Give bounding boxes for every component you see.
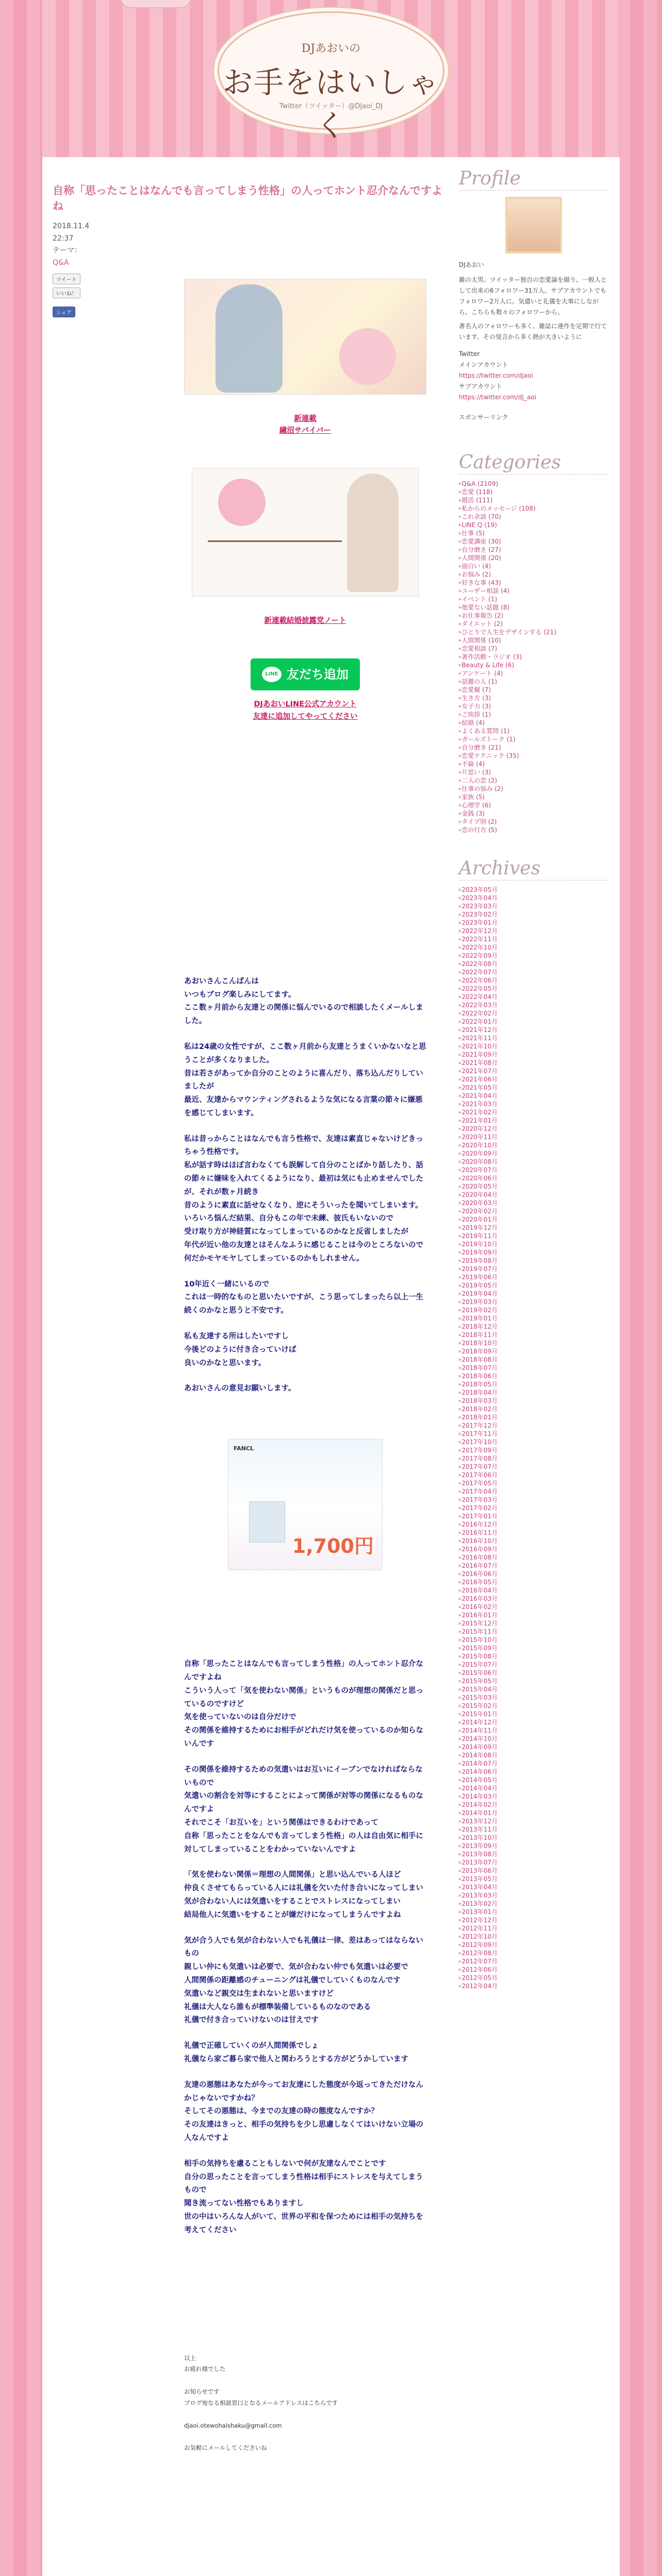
archive-item[interactable]: ▶ 2012年06月	[459, 1965, 608, 1974]
category-item[interactable]: ▶ ご挨拶 (1)	[459, 710, 608, 719]
archive-item[interactable]: ▶ 2018年11月	[459, 1331, 608, 1339]
category-item[interactable]: ▶ 恋愛 (118)	[459, 488, 608, 496]
archive-item[interactable]: ▶ 2022年07月	[459, 968, 608, 976]
archive-item[interactable]: ▶ 2016年11月	[459, 1529, 608, 1537]
category-item[interactable]: ▶ 恋の行方 (5)	[459, 826, 608, 834]
profile-heading: Profile	[459, 168, 608, 191]
archive-item[interactable]: ▶ 2016年08月	[459, 1553, 608, 1562]
category-item[interactable]: ▶ 私からのメッセージ (108)	[459, 504, 608, 513]
category-item[interactable]: ▶ 金銭 (3)	[459, 809, 608, 818]
profile-bio: 雑の太男。ツイッター独自の恋愛論を綴り、一般人として出来の6フォロワー31万人。サブアカウントでもフォロワー2万人に。気遣いと礼儀を大事にしながら、こちらも数々のフォロワーから。	[459, 276, 607, 316]
post-body	[184, 279, 426, 2454]
archive-item[interactable]: ▶ 2013年09月	[459, 1842, 608, 1850]
archive-item[interactable]: ▶ 2016年10月	[459, 1537, 608, 1545]
category-item[interactable]: ▶ お仕事報告 (2)	[459, 612, 608, 620]
archive-item[interactable]: ▶ 2022年05月	[459, 985, 608, 993]
archive-item[interactable]: ▶ 2015年04月	[459, 1685, 608, 1693]
sidebar	[459, 160, 608, 1990]
archive-item[interactable]: ▶ 2022年03月	[459, 1001, 608, 1009]
category-item[interactable]: ▶ 生き方 (3)	[459, 694, 608, 702]
like-button[interactable]: いいね！	[53, 287, 80, 298]
archive-item[interactable]: ▶ 2022年02月	[459, 1009, 608, 1018]
ribbon-decoration	[120, 0, 192, 8]
tweet-button[interactable]: ツイート	[53, 274, 80, 284]
answer-paragraph-4: 気が合う人でも気が合わない人でも礼儀は一律、差はあってはならないもの 親しい仲にも気遣いは必要で、気が合わない仲でも気遣いは必要で 人間関係の距離感のチューニングは礼儀でしていくものなんです 気遣いなど親交は生まれないと思いますけど 礼儀は大人なら誰もが標準装備しているものなのである 礼儀で付き合っていけないのは甘えです	[184, 1936, 423, 2025]
archive-item[interactable]: ▶ 2013年02月	[459, 1900, 608, 1908]
category-item[interactable]: ▶ 自分磨き (21)	[459, 743, 608, 752]
archive-item[interactable]: ▶ 2015年10月	[459, 1636, 608, 1644]
category-item[interactable]: ▶ 女子力 (3)	[459, 702, 608, 710]
line-add-friend-button[interactable]	[251, 658, 360, 691]
theme-label: テーマ：	[53, 246, 81, 255]
archive-item[interactable]: ▶ 2023年02月	[459, 910, 608, 919]
archive-item[interactable]: ▶ 2012年09月	[459, 1941, 608, 1949]
category-item[interactable]: ▶ タイプ別 (2)	[459, 818, 608, 826]
archive-item[interactable]: ▶ 2014年04月	[459, 1784, 608, 1792]
archive-item[interactable]: ▶ 2014年12月	[459, 1718, 608, 1726]
categories-heading: Categories	[459, 452, 608, 474]
archive-item[interactable]: ▶ 2017年11月	[459, 1430, 608, 1438]
archive-item[interactable]: ▶ 2012年12月	[459, 1916, 608, 1924]
category-item[interactable]: ▶ イベント (1)	[459, 595, 608, 603]
archive-item[interactable]: ▶ 2013年04月	[459, 1883, 608, 1891]
archive-item[interactable]: ▶ 2017年08月	[459, 1454, 608, 1463]
post-title[interactable]: 自称「思ったことはなんでも言ってしまう性格」の人ってホント忍介なんですよね	[53, 184, 442, 213]
archive-item[interactable]: ▶ 2013年08月	[459, 1850, 608, 1858]
archive-item[interactable]: ▶ 2013年10月	[459, 1834, 608, 1842]
archive-item[interactable]: ▶ 2015年07月	[459, 1660, 608, 1669]
answer-paragraph-7: 相手の気持ちを慮ることもしないで何が友達なんでことです 自分の思ったことを言ってしまう性格は相手にストレスを与えてしまうもので 聞き流ってない性格でもありますし 世の中はいろんな人がいて、世界の平和を保つためには相手の気持ちを考えてください	[184, 2159, 423, 2234]
series-title-link[interactable]: 繊沼サバイバー	[279, 427, 332, 435]
archive-item[interactable]: ▶ 2018年12月	[459, 1323, 608, 1331]
archive-item[interactable]: ▶ 2014年11月	[459, 1726, 608, 1735]
archive-item[interactable]: ▶ 2022年09月	[459, 952, 608, 960]
archive-item[interactable]: ▶ 2017年07月	[459, 1463, 608, 1471]
archive-item[interactable]: ▶ 2018年07月	[459, 1364, 608, 1372]
archive-item[interactable]: ▶ 2013年12月	[459, 1817, 608, 1825]
post-meta	[53, 221, 450, 269]
archive-item[interactable]: ▶ 2015年08月	[459, 1652, 608, 1660]
category-item[interactable]: ▶ 恋愛テクニック (35)	[459, 752, 608, 760]
archive-item[interactable]: ▶ 2019年06月	[459, 1273, 608, 1281]
line-button-label: 友だち追加	[287, 667, 349, 682]
archive-item[interactable]: ▶ 2014年02月	[459, 1801, 608, 1809]
archive-item[interactable]: ▶ 2012年04月	[459, 1982, 608, 1990]
archive-item[interactable]: ▶ 2017年04月	[459, 1487, 608, 1496]
archive-item[interactable]: ▶ 2020年07月	[459, 1166, 608, 1174]
archive-item[interactable]: ▶ 2015年05月	[459, 1677, 608, 1685]
fancl-ad[interactable]	[228, 1439, 383, 1570]
category-item[interactable]: ▶ 恋愛観 (7)	[459, 686, 608, 694]
page	[42, 0, 620, 2576]
category-item[interactable]: ▶ 仕事の悩み (2)	[459, 785, 608, 793]
archive-item[interactable]: ▶ 2020年09月	[459, 1149, 608, 1158]
figure-shape	[216, 284, 283, 393]
category-item[interactable]: ▶ 婚活 (111)	[459, 496, 608, 504]
archive-item[interactable]: ▶ 2022年01月	[459, 1018, 608, 1026]
archive-item[interactable]: ▶ 2018年03月	[459, 1397, 608, 1405]
category-item[interactable]: ▶ 結婚 (4)	[459, 719, 608, 727]
archive-item[interactable]: ▶ 2012年08月	[459, 1949, 608, 1957]
category-item[interactable]: ▶ 家族 (5)	[459, 793, 608, 801]
archive-item[interactable]: ▶ 2018年02月	[459, 1405, 608, 1413]
archive-item[interactable]: ▶ 2021年12月	[459, 1026, 608, 1034]
archive-item[interactable]: ▶ 2019年10月	[459, 1240, 608, 1248]
product-box	[249, 1501, 285, 1543]
illustration-girl-1	[184, 279, 426, 395]
category-list	[459, 480, 608, 834]
category-item[interactable]: ▶ 著作活動・ラジオ (3)	[459, 653, 608, 661]
post-time: 22:37	[53, 234, 74, 243]
new-series-link[interactable]: 新連載	[294, 415, 317, 423]
archive-item[interactable]: ▶ 2020年03月	[459, 1199, 608, 1207]
archive-item[interactable]: ▶ 2020年12月	[459, 1125, 608, 1133]
archive-item[interactable]: ▶ 2021年10月	[459, 1042, 608, 1050]
archive-item[interactable]: ▶ 2023年05月	[459, 886, 608, 894]
archive-item[interactable]: ▶ 2022年12月	[459, 927, 608, 935]
archive-item[interactable]: ▶ 2019年12月	[459, 1224, 608, 1232]
archive-item[interactable]: ▶ 2021年09月	[459, 1050, 608, 1059]
category-item[interactable]: ▶ 片思い (3)	[459, 768, 608, 776]
archive-item[interactable]: ▶ 2012年11月	[459, 1924, 608, 1933]
archive-item[interactable]: ▶ 2013年01月	[459, 1908, 608, 1916]
category-item[interactable]: ▶ 恋愛講座 (30)	[459, 537, 608, 546]
archive-item[interactable]: ▶ 2019年09月	[459, 1248, 608, 1257]
line-caption-2[interactable]: 友達に追加してやってください	[253, 712, 358, 721]
archive-item[interactable]: ▶ 2016年04月	[459, 1586, 608, 1595]
archive-item[interactable]: ▶ 2018年09月	[459, 1347, 608, 1355]
archive-item[interactable]: ▶ 2023年04月	[459, 894, 608, 902]
category-item[interactable]: ▶ 仕事 (5)	[459, 529, 608, 537]
archive-item[interactable]: ▶ 2019年03月	[459, 1298, 608, 1306]
category-item[interactable]: ▶ 好きな事 (43)	[459, 579, 608, 587]
archive-item[interactable]: ▶ 2018年04月	[459, 1388, 608, 1397]
category-item[interactable]: ▶ 心理学 (6)	[459, 801, 608, 809]
archive-item[interactable]: ▶ 2017年02月	[459, 1504, 608, 1512]
archives-heading: Archives	[459, 858, 608, 880]
archive-item[interactable]: ▶ 2016年02月	[459, 1603, 608, 1611]
category-item[interactable]: ▶ ダイエット (2)	[459, 620, 608, 628]
archive-item[interactable]: ▶ 2015年06月	[459, 1669, 608, 1677]
archive-item[interactable]: ▶ 2020年06月	[459, 1174, 608, 1182]
category-item[interactable]: ▶ 不倫 (4)	[459, 760, 608, 768]
archive-item[interactable]: ▶ 2017年01月	[459, 1512, 608, 1520]
bride-figure	[347, 473, 399, 592]
category-item[interactable]: ▶ ひとりで人生をデザインする (21)	[459, 628, 608, 636]
blog-subtitle: DJあおいの	[301, 42, 361, 55]
line-icon: LINE	[262, 667, 282, 682]
archive-item[interactable]: ▶ 2020年02月	[459, 1207, 608, 1215]
archive-item[interactable]: ▶ 2019年11月	[459, 1232, 608, 1240]
archive-item[interactable]: ▶ 2015年09月	[459, 1644, 608, 1652]
archive-item[interactable]: ▶ 2022年10月	[459, 943, 608, 952]
answer-paragraph-3: 「気を使わない関係＝理想の人間関係」と思い込んでいる人ほど 仲良くさせてもらっている人には礼儀を欠いた付き合いになってしまい 気が合わない人には気遣いをすることでストレスになってしまい 結局他人に気遣いをすることが嫌だけになってしまうんですよね	[184, 1871, 423, 1919]
archive-item[interactable]: ▶ 2015年03月	[459, 1693, 608, 1702]
letter-paragraph-2: 私は24歳の女性ですが、ここ数ヶ月前から友達とうまくいかないなと思うことが多くなりました。 昔は若さがあってか自分のことのように喜んだり、落ち込んだりしていましたが 最近、友達からマウンティングされるような気になる言葉の節々に嫌悪を感じてしまいます。	[184, 1042, 426, 1117]
archive-item[interactable]: ▶ 2022年04月	[459, 993, 608, 1001]
archive-item[interactable]: ▶ 2014年06月	[459, 1768, 608, 1776]
archive-item[interactable]: ▶ 2021年11月	[459, 1034, 608, 1042]
archive-item[interactable]: ▶ 2018年05月	[459, 1380, 608, 1388]
archive-item[interactable]: ▶ 2013年03月	[459, 1891, 608, 1900]
sponsor-label: スポンサーリンク	[459, 414, 508, 421]
archive-item[interactable]: ▶ 2021年05月	[459, 1083, 608, 1092]
archive-item[interactable]: ▶ 2021年02月	[459, 1108, 608, 1116]
answer-paragraph-1: 自称「思ったことはなんでも言ってしまう性格」の人ってホント忍介なんですよね こういう人って「気を使わない関係」というものが理想の関係だと思っているのですけど 気を使っていないのは自分だけで その関係を維持するためにお相手がどれだけ気を使っているのか知らないんです	[184, 1660, 423, 1749]
letter-paragraph-1: あおいさんこんばんは いつもブログ楽しみにしてます。 ここ数ヶ月前から友達との関係に悩んでいるので相談したくメールしました。	[184, 977, 423, 1026]
archive-item[interactable]: ▶ 2020年10月	[459, 1141, 608, 1149]
archive-item[interactable]: ▶ 2013年06月	[459, 1867, 608, 1875]
circle-icon	[339, 328, 396, 385]
archive-item[interactable]: ▶ 2013年11月	[459, 1825, 608, 1834]
archive-item[interactable]: ▶ 2020年01月	[459, 1215, 608, 1224]
twitter-handle: Twitter（ツイッター）@DJaoi_DJ	[279, 103, 383, 110]
archive-item[interactable]: ▶ 2016年06月	[459, 1570, 608, 1578]
archive-item[interactable]: ▶ 2018年06月	[459, 1372, 608, 1380]
archive-item[interactable]: ▶ 2014年05月	[459, 1776, 608, 1784]
archive-item[interactable]: ▶ 2012年07月	[459, 1957, 608, 1965]
archive-item[interactable]: ▶ 2017年05月	[459, 1479, 608, 1487]
category-item[interactable]: ▶ 恋愛相談 (7)	[459, 645, 608, 653]
archive-item[interactable]: ▶ 2014年07月	[459, 1759, 608, 1768]
archive-item[interactable]: ▶ 2021年04月	[459, 1092, 608, 1100]
archive-item[interactable]: ▶ 2019年01月	[459, 1314, 608, 1323]
category-item[interactable]: ▶ 人間関係 (10)	[459, 636, 608, 645]
archive-item[interactable]: ▶ 2023年01月	[459, 919, 608, 927]
category-item[interactable]: ▶ 人間関係 (20)	[459, 554, 608, 562]
post-footer-notes: 以上 お疲れ様でした お知らせです ブログ宛なる相談窓口となるメールアドレスはこちらです djaoi.otewohaishaku@gmail.com お気軽にメールしてくださいね	[184, 2353, 426, 2454]
archive-item[interactable]: ▶ 2019年02月	[459, 1306, 608, 1314]
archive-item[interactable]: ▶ 2021年03月	[459, 1100, 608, 1108]
category-item[interactable]: ▶ 話題の人 (1)	[459, 677, 608, 686]
archive-item[interactable]: ▶ 2013年07月	[459, 1858, 608, 1867]
archive-item[interactable]: ▶ 2014年10月	[459, 1735, 608, 1743]
archive-item[interactable]: ▶ 2019年04月	[459, 1290, 608, 1298]
archive-item[interactable]: ▶ 2013年05月	[459, 1875, 608, 1883]
letter-paragraph-5: 私も友達する所はしたいですし 今後どのように付き合っていけば 良いのかなと思います。	[184, 1332, 296, 1367]
category-item[interactable]: ▶ これ余談 (70)	[459, 513, 608, 521]
category-item[interactable]: ▶ Q&A (2109)	[459, 480, 608, 488]
archive-item[interactable]: ▶ 2021年08月	[459, 1059, 608, 1067]
profile-name: DJあおい	[459, 261, 484, 268]
letter-paragraph-6: あおいさんの意見お願いします。	[184, 1384, 296, 1393]
archive-item[interactable]: ▶ 2019年05月	[459, 1281, 608, 1290]
archive-item[interactable]: ▶ 2021年01月	[459, 1116, 608, 1125]
archive-item[interactable]: ▶ 2021年06月	[459, 1075, 608, 1083]
archive-item[interactable]: ▶ 2017年03月	[459, 1496, 608, 1504]
archive-item[interactable]: ▶ 2014年03月	[459, 1792, 608, 1801]
archive-item[interactable]: ▶ 2016年09月	[459, 1545, 608, 1553]
archive-item[interactable]: ▶ 2019年07月	[459, 1265, 608, 1273]
archive-item[interactable]: ▶ 2023年03月	[459, 902, 608, 910]
theme-link[interactable]: Q&A	[53, 259, 69, 267]
ad-brand: FANCL	[234, 1445, 254, 1452]
answer-paragraph-5: 礼儀で正確していくのが人間関係でしょ 礼儀なら家ご暮ら家で他人と関わろうとする方がどうかしています	[184, 2042, 408, 2063]
category-item[interactable]: ▶ LINE Q (19)	[459, 521, 608, 529]
archive-item[interactable]: ▶ 2015年11月	[459, 1628, 608, 1636]
archive-item[interactable]: ▶ 2015年01月	[459, 1710, 608, 1718]
answer-paragraph-2: その関係を維持するための気遣いはお互いにイーブンでなければならないもので 気遣いの割合を対等にすることによって関係が対等の関係になるものなんですよ それでこそ「お互いを」という関係はできるわけであって 自称「思ったことをなんでも言ってしまう性格」の人は自由気に相手に対してしまっていることをわかっていないんですよ	[184, 1765, 423, 1854]
archive-item[interactable]: ▶ 2020年11月	[459, 1133, 608, 1141]
blog-title[interactable]: お手をはいしゃく	[222, 65, 439, 143]
line-caption-1[interactable]: DJあおいLINE公式アカウント	[254, 700, 357, 709]
letter-paragraph-4: 10年近く一緒にいるので これは一時的なものと思いたいですが、こう思ってしまったら以上一生続くのかなと思うと不安です。	[184, 1280, 423, 1315]
archive-item[interactable]: ▶ 2021年07月	[459, 1067, 608, 1075]
twitter-links: Twitter メインアカウント https://twitter.com/djaoi サブアカウント https://twitter.com/dj_aoi	[459, 350, 536, 401]
main-twitter-link[interactable]: https://twitter.com/djaoi	[459, 372, 533, 379]
archive-item[interactable]: ▶ 2012年05月	[459, 1974, 608, 1982]
main-column	[53, 183, 450, 2454]
archive-item[interactable]: ▶ 2016年01月	[459, 1611, 608, 1619]
archive-item[interactable]: ▶ 2022年08月	[459, 960, 608, 968]
archive-item[interactable]: ▶ 2017年10月	[459, 1438, 608, 1446]
archive-item[interactable]: ▶ 2020年04月	[459, 1191, 608, 1199]
archive-item[interactable]: ▶ 2018年01月	[459, 1413, 608, 1421]
archive-list	[459, 886, 608, 1990]
category-item[interactable]: ▶ ユーザー相談 (4)	[459, 587, 608, 595]
profile-avatar[interactable]	[505, 197, 562, 253]
share-button[interactable]: シェア	[53, 307, 75, 317]
category-item[interactable]: ▶ アンケート (4)	[459, 669, 608, 677]
price-badge-icon	[218, 479, 266, 526]
archive-item[interactable]: ▶ 2012年10月	[459, 1933, 608, 1941]
book-banner[interactable]	[192, 468, 419, 597]
category-item[interactable]: ▶ Beauty & Life (6)	[459, 661, 608, 669]
category-item[interactable]: ▶ よくある質問 (1)	[459, 727, 608, 735]
archive-item[interactable]: ▶ 2022年11月	[459, 935, 608, 943]
archive-item[interactable]: ▶ 2014年01月	[459, 1809, 608, 1817]
contact-email[interactable]: djaoi.otewohaishaku@gmail.com	[184, 2421, 282, 2429]
ad-price: 1,700円	[292, 1534, 374, 1557]
profile-bio-2: 著名人のフォロワーも多く、雑誌に連作を定期で行ています。その発言から多く熱が大きいように	[459, 323, 607, 341]
archive-item[interactable]: ▶ 2014年09月	[459, 1743, 608, 1751]
category-item[interactable]: ▶ お悩み (2)	[459, 570, 608, 579]
category-item[interactable]: ▶ 他愛ない話題 (8)	[459, 603, 608, 612]
archive-item[interactable]: ▶ 2015年02月	[459, 1702, 608, 1710]
archive-item[interactable]: ▶ 2019年08月	[459, 1257, 608, 1265]
archive-item[interactable]: ▶ 2016年05月	[459, 1578, 608, 1586]
sub-twitter-link[interactable]: https://twitter.com/dj_aoi	[459, 394, 536, 401]
answer-paragraph-6: 友達の悪態はあなたが今ってお友達にした態度が今返ってきただけなんかじゃないですかね？ そしてその悪態は、今までの友達の時の態度なんですか？ その友達はきっと、相手の気持ちを少し思慮しなくてはいけない立場の人なんですよ	[184, 2080, 423, 2142]
category-item[interactable]: ▶ ガールズトーク (1)	[459, 735, 608, 743]
letter-paragraph-3: 私は昔っからことはなんでも言う性格で、友達は素直じゃないけどきっちゃう性格です。 私が話す時はほぼ言わなくても誤解して自分のことばかり話したり、話の節々に嫌味を入れてくるようになり、最初は気にも止めませんでしたが、それが数ヶ月続き 昔のように素直に話せなくなり、逆にそういったを聞いてしまいます。 いろいろ悩んだ結果、自分もこの年で未練、彼氏もいないので 受け取り方が神経質になってしまっているのかなと反省しましたが 年代が近い他の友達とはそんなふうに感じることは今のところないので何だかモヤモヤしてしまっているのかもしれません。	[184, 1134, 423, 1263]
category-item[interactable]: ▶ 面白い (4)	[459, 562, 608, 570]
archive-item[interactable]: ▶ 2020年05月	[459, 1182, 608, 1191]
archive-item[interactable]: ▶ 2017年12月	[459, 1421, 608, 1430]
blog-header	[42, 0, 620, 157]
category-item[interactable]: ▶ 二人の恋 (2)	[459, 776, 608, 785]
archive-item[interactable]: ▶ 2017年09月	[459, 1446, 608, 1454]
archive-item[interactable]: ▶ 2020年08月	[459, 1158, 608, 1166]
archive-item[interactable]: ▶ 2016年03月	[459, 1595, 608, 1603]
wedding-notes-link[interactable]: 新連載結婚披露党ノート	[264, 617, 346, 625]
archive-item[interactable]: ▶ 2022年06月	[459, 976, 608, 985]
archive-item[interactable]: ▶ 2015年12月	[459, 1619, 608, 1628]
archive-item[interactable]: ▶ 2016年12月	[459, 1520, 608, 1529]
title-frame[interactable]	[218, 11, 444, 143]
archive-item[interactable]: ▶ 2018年10月	[459, 1339, 608, 1347]
archive-item[interactable]: ▶ 2018年08月	[459, 1355, 608, 1364]
archive-item[interactable]: ▶ 2016年07月	[459, 1562, 608, 1570]
banner-rule	[208, 540, 342, 542]
archive-item[interactable]: ▶ 2017年06月	[459, 1471, 608, 1479]
archive-item[interactable]: ▶ 2014年08月	[459, 1751, 608, 1759]
post-date: 2018.11.4	[53, 222, 90, 230]
category-item[interactable]: ▶ 自分磨き (27)	[459, 546, 608, 554]
